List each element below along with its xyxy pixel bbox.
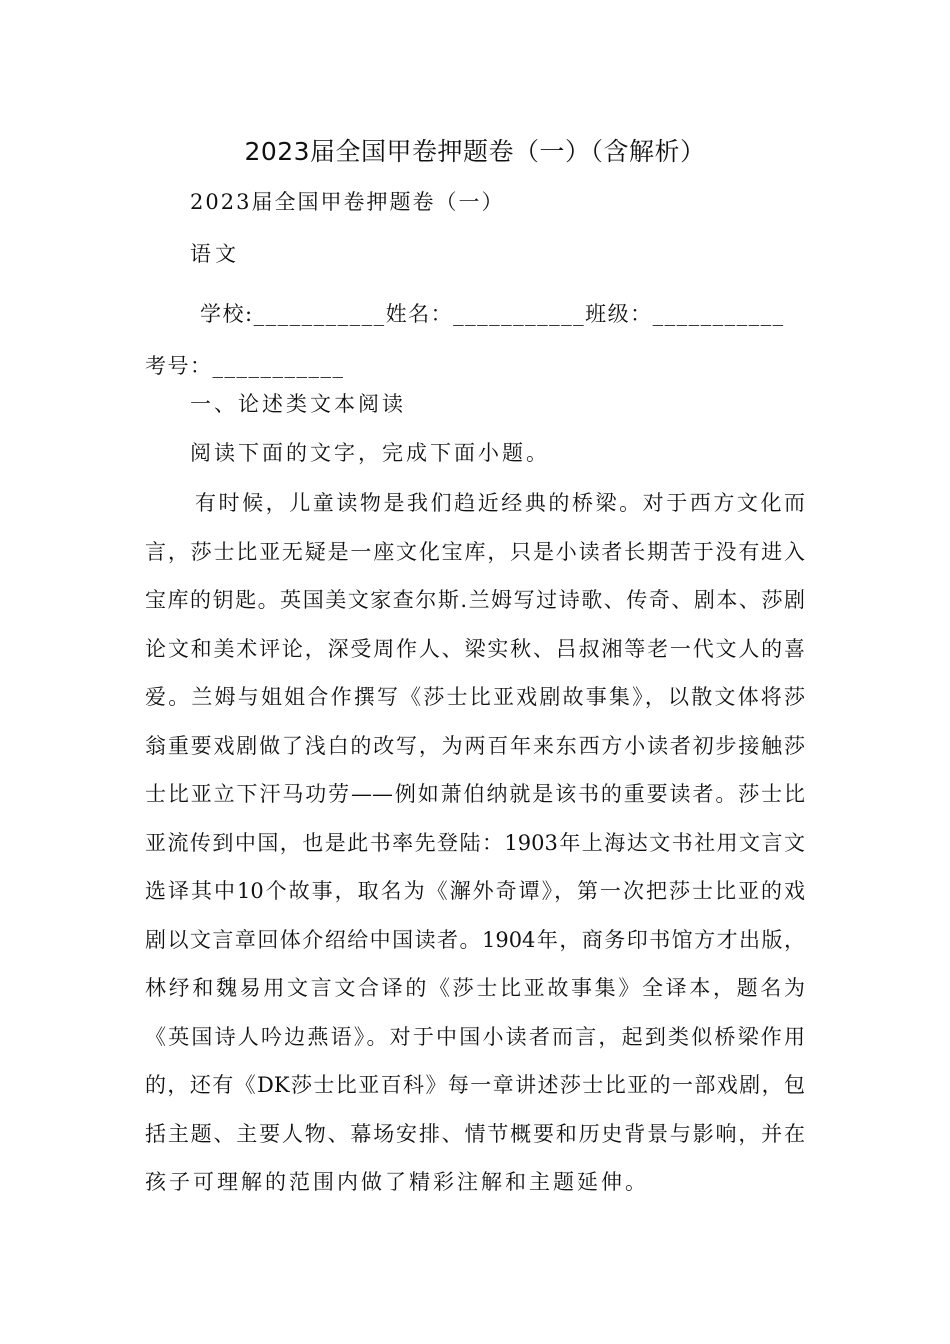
subject-label: 语文 <box>190 242 240 266</box>
exam-subtitle: 2023届全国甲卷押题卷（一） <box>190 190 505 214</box>
passage-line: 爱。兰姆与姐姐合作撰写《莎士比亚戏剧故事集》，以散文体将莎 <box>145 685 805 709</box>
passage-line: 有时候，儿童读物是我们趋近经典的桥梁。对于西方文化而 <box>195 491 805 515</box>
passage-line: 的，还有《DK莎士比亚百科》每一章讲述莎士比亚的一部戏剧，包 <box>145 1073 805 1097</box>
passage-line: 言，莎士比亚无疑是一座文化宝库，只是小读者长期苦于没有进入 <box>145 539 805 564</box>
passage-line: 论文和美术评论，深受周作人、梁实秋、吕叔湘等老一代文人的喜 <box>145 636 805 661</box>
passage-line: 士比亚立下汗马功劳——例如萧伯纳就是该书的重要读者。莎士比 <box>145 782 805 806</box>
reading-instruction: 阅读下面的文字，完成下面小题。 <box>190 441 550 465</box>
passage-line: 林纾和魏易用文言文合译的《莎士比亚故事集》全译本，题名为 <box>145 976 805 1000</box>
passage-line: 宝库的钥匙。英国美文家查尔斯.兰姆写过诗歌、传奇、剧本、莎剧 <box>145 588 805 612</box>
passage-line: 孩子可理解的范围内做了精彩注解和主题延伸。 <box>145 1170 649 1194</box>
document-title: 2023届全国甲卷押题卷（一）（含解析） <box>244 137 706 166</box>
student-info-fields: 学校:___________姓名：___________班级：___________考号：___________ <box>145 302 785 378</box>
passage-line: 选译其中10个故事，取名为《澥外奇谭》，第一次把莎士比亚的戏 <box>145 879 805 903</box>
section-heading: 一、论述类文本阅读 <box>190 392 406 416</box>
passage-line: 剧以文言章回体介绍给中国读者。1904年，商务印书馆方才出版， <box>145 927 805 952</box>
passage-line: 亚流传到中国，也是此书率先登陆：1903年上海达文书社用文言文 <box>145 830 805 855</box>
passage-line: 翁重要戏剧做了浅白的改写，为两百年来东西方小读者初步接触莎 <box>145 733 805 758</box>
passage-line: 《英国诗人吟边燕语》。对于中国小读者而言，起到类似桥梁作用 <box>145 1024 805 1049</box>
reading-passage <box>145 479 805 1207</box>
passage-line: 括主题、主要人物、幕场安排、情节概要和历史背景与影响，并在 <box>145 1121 805 1146</box>
